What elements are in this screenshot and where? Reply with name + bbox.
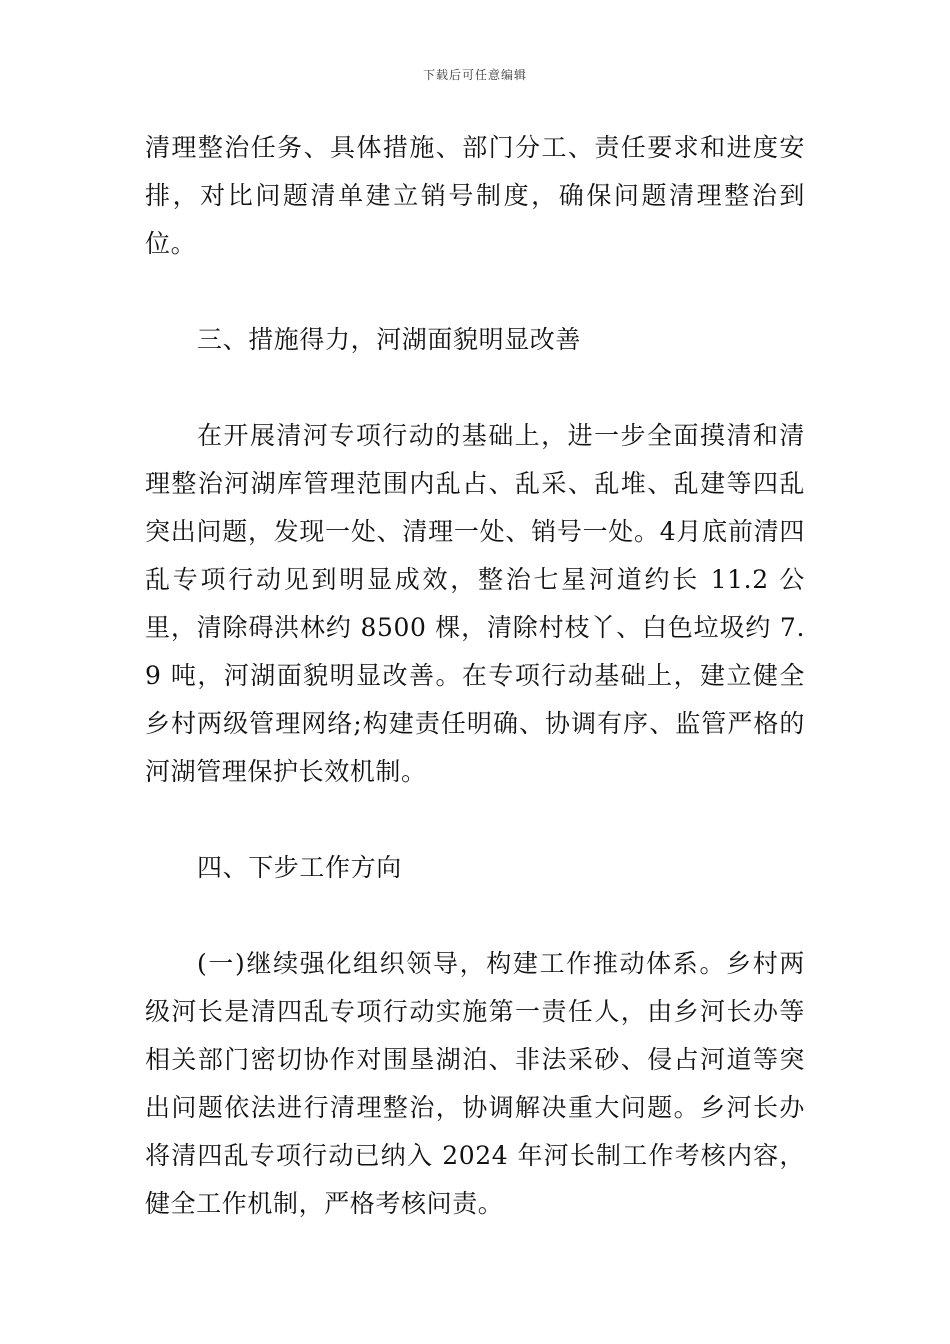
paragraph-continued: 清理整治任务、具体措施、部门分工、责任要求和进度安排，对比问题清单建立销号制度，确保问题清理整治到位。 (145, 133, 805, 258)
section-heading-3: 三、措施得力，河湖面貌明显改善 (197, 325, 582, 354)
spacer (145, 892, 805, 940)
paragraph-next-steps: (一)继续强化组织领导，构建工作推动体系。乡村两级河长是清四乱专项行动实施第一责任人，由乡河长办等相关部门密切协作对围垦湖泊、非法采砂、侵占河道等突出问题依法进行清理整治，协调解决重大问题。乡河长办将清四乱专项行动已纳入 2024 年河长制工作考核内容，健全工作机制，严格考核问责。 (145, 949, 805, 1218)
section-heading-4: 四、下步工作方向 (197, 853, 402, 882)
paragraph-measures: 在开展清河专项行动的基础上，进一步全面摸清和清理整治河湖库管理范围内乱占、乱采、乱堆、乱建等四乱突出问题，发现一处、清理一处、销号一处。4月底前清四乱专项行动见到明显成效，整治七星河道约长 11.2 公里，清除碍洪林约 8500 棵，清除村枝丫、白色垃圾约 7.9 吨，河湖面貌明显改善。在专项行动基础上，建立健全乡村两级管理网络;构建责任明确、协调有序、监管严格的河湖管理保护长效机制。 (145, 421, 805, 786)
spacer (145, 364, 805, 412)
document-body (145, 124, 805, 1228)
spacer (145, 796, 805, 844)
header-note: 下载后可任意编辑 (422, 68, 527, 82)
spacer (145, 268, 805, 316)
